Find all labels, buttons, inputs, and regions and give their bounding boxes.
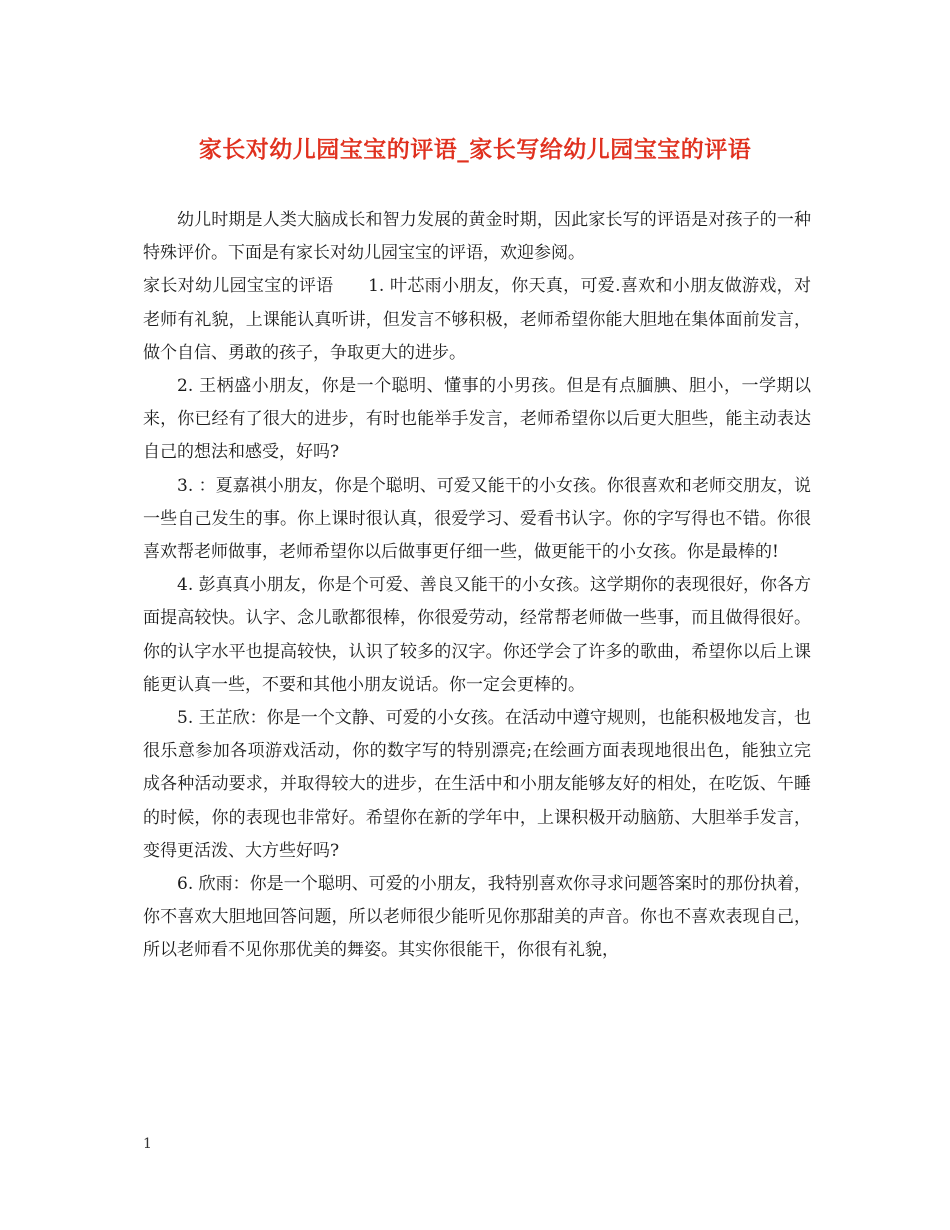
page-number: 1 xyxy=(143,1136,152,1152)
section-heading-paragraph: 家长对幼儿园宝宝的评语 1. 叶芯雨小朋友，你天真，可爱.喜欢和小朋友做游戏，对老师有礼貌，上课能认真听讲，但发言不够积极，老师希望你能大胆地在集体面前发言，做个自信、勇敢的孩子，争取更大的进步。 xyxy=(143,276,811,363)
comment-paragraph-2: 2. 王柄盛小朋友，你是一个聪明、懂事的小男孩。但是有点腼腆、胆小，一学期以来，你已经有了很大的进步，有时也能举手发言，老师希望你以后更大胆些，能主动表达自己的想法和感受，好吗? xyxy=(143,376,811,463)
comment-paragraph-3: 3. ：夏嘉祺小朋友，你是个聪明、可爱又能干的小女孩。你很喜欢和老师交朋友，说一些自己发生的事。你上课时很认真，很爱学习、爱看书认字。你的字写得也不错。你很喜欢帮老师做事，老师希望你以后做事更仔细一些，做更能干的小女孩。你是最棒的! xyxy=(143,475,811,563)
document-title: 家长对幼儿园宝宝的评语_家长写给幼儿园宝宝的评语 xyxy=(198,137,752,163)
intro-paragraph: 幼儿时期是人类大脑成长和智力发展的黄金时期，因此家长写的评语是对孩子的一种特殊评价。下面是有家长对幼儿园宝宝的评语，欢迎参阅。 xyxy=(143,210,811,264)
comment-paragraph-6: 6. 欣雨：你是一个聪明、可爱的小朋友，我特别喜欢你寻求问题答案时的那份执着，你不喜欢大胆地回答问题，所以老师很少能听见你那甜美的声音。你也不喜欢表现自己，所以老师看不见你那优美的舞姿。其实你很能干，你很有礼貌， xyxy=(143,874,811,961)
document-body xyxy=(143,204,811,968)
comment-paragraph-5: 5. 王芷欣：你是一个文静、可爱的小女孩。在活动中遵守规则，也能积极地发言，也很乐意参加各项游戏活动，你的数字写的特别漂亮;在绘画方面表现地很出色，能独立完成各种活动要求，并取得较大的进步，在生活中和小朋友能够友好的相处，在吃饭、午睡的时候，你的表现也非常好。希望你在新的学年中，上课积极开动脑筋、大胆举手发言，变得更活泼、大方些好吗? xyxy=(143,708,811,861)
comment-paragraph-4: 4. 彭真真小朋友，你是个可爱、善良又能干的小女孩。这学期你的表现很好，你各方面提高较快。认字、念儿歌都很棒，你很爱劳动，经常帮老师做一些事，而且做得很好。你的认字水平也提高较快，认识了较多的汉字。你还学会了许多的歌曲，希望你以后上课能更认真一些，不要和其他小朋友说话。你一定会更棒的。 xyxy=(143,575,811,695)
